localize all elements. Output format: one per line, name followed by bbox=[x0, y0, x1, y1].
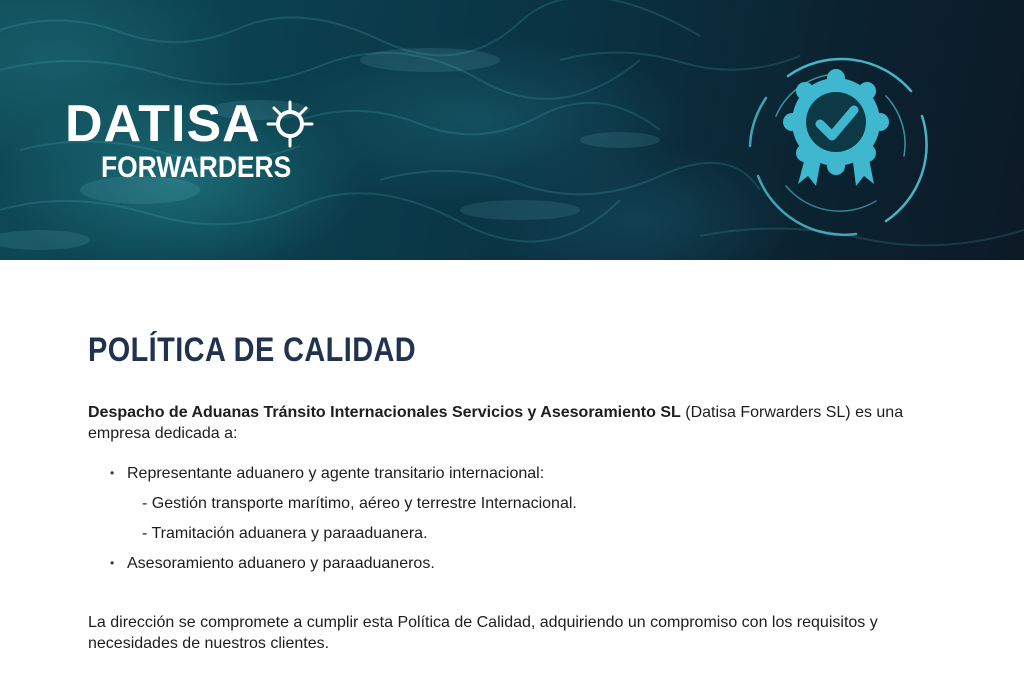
intro-rest: (Datisa Forwarders SL) es una empresa dedicada a: bbox=[88, 404, 904, 442]
bullet-glyph: • bbox=[110, 465, 115, 480]
ship-wheel-icon bbox=[265, 99, 315, 149]
list-item-text: Asesoramiento aduanero y paraaduaneros. bbox=[127, 554, 435, 572]
sub-list-item: - Tramitación aduanera y paraaduanera. bbox=[142, 524, 428, 542]
list-item-text: Representante aduanero y agente transitario internacional: bbox=[127, 464, 545, 482]
list-item bbox=[110, 548, 948, 578]
list-item bbox=[110, 458, 948, 488]
logo-brand-text: DATISA bbox=[65, 95, 261, 153]
bullet-glyph: • bbox=[110, 555, 115, 570]
quality-certified-badge-icon bbox=[736, 36, 936, 246]
closing-paragraph: La dirección se compromete a cumplir esta Política de Calidad, adquiriendo un compromiso con los requisitos y necesidades de nuestros clientes. bbox=[88, 614, 878, 652]
company-legal-name: Despacho de Aduanas Tránsito Internacionales Servicios y Asesoramiento SL bbox=[88, 404, 681, 421]
sub-list-item: - Gestión transporte marítimo, aéreo y terrestre Internacional. bbox=[142, 494, 577, 512]
intro-paragraph bbox=[88, 402, 948, 444]
page-title: POLÍTICA DE CALIDAD bbox=[88, 331, 417, 369]
company-logo bbox=[65, 96, 317, 184]
logo-subtitle-text: FORWARDERS bbox=[101, 151, 292, 184]
header-banner bbox=[0, 0, 1024, 260]
policy-document bbox=[88, 330, 948, 670]
services-list bbox=[88, 458, 948, 578]
